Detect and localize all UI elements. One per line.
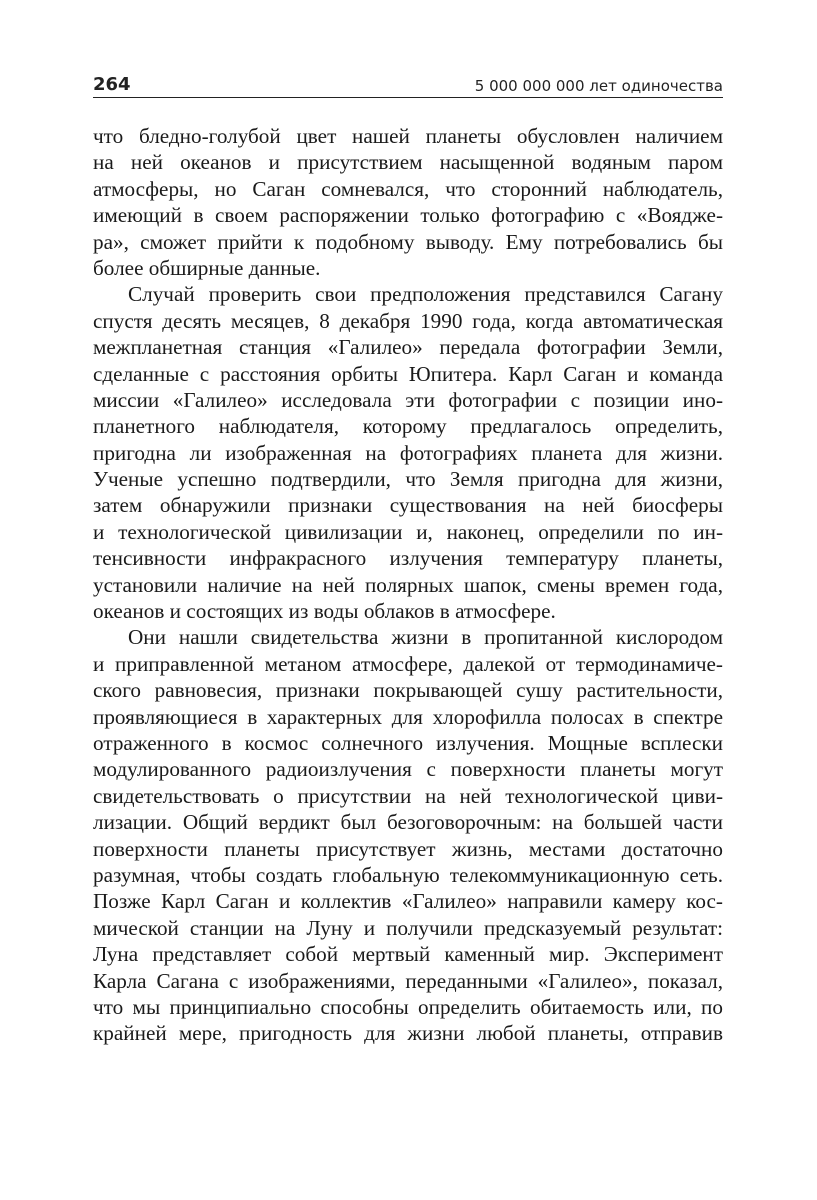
text-line: мической станции на Луну и получили предсказуемый результат: <box>93 915 723 940</box>
text-line: поверхности планеты присутствует жизнь, местами достаточно <box>93 836 723 861</box>
text-line: Карла Сагана с изображениями, переданными «Галилео», показал, <box>93 968 723 993</box>
text-line: тенсивности инфракрасного излучения температуру планеты, <box>93 546 723 571</box>
text-line: Случай проверить свои предположения представился Сагану <box>128 282 723 307</box>
running-title: 5 000 000 000 лет одиночества <box>474 77 723 95</box>
text-line: проявляющиеся в характерных для хлорофилла полосах в спектре <box>93 704 723 729</box>
text-line: свидетельствовать о присутствии на ней технологической циви- <box>93 783 723 808</box>
text-line: разумная, чтобы создать глобальную телекоммуникационную сеть. <box>93 862 723 887</box>
body-text <box>93 123 723 1047</box>
text-line: атмосферы, но Саган сомневался, что сторонний наблюдатель, <box>93 176 723 201</box>
text-line: модулированного радиоизлучения с поверхности планеты могут <box>93 757 723 782</box>
text-line: Луна представляет собой мертвый каменный мир. Эксперимент <box>93 942 723 967</box>
text-line: ра», сможет прийти к подобному выводу. Ему потребовались бы <box>93 229 723 254</box>
text-line: миссии «Галилео» исследовала эти фотографии с позиции ино- <box>93 387 723 412</box>
text-line: установили наличие на ней полярных шапок, смены времен года, <box>93 572 723 597</box>
text-line: имеющий в своем распоряжении только фотографию с «Воядже- <box>93 203 723 228</box>
text-line: пригодна ли изображенная на фотографиях планета для жизни. <box>93 440 723 465</box>
text-line: океанов и состоящих из воды облаков в атмосфере. <box>93 599 556 624</box>
text-line: крайней мере, пригодность для жизни любой планеты, отправив <box>93 1021 723 1046</box>
text-line: планетного наблюдателя, которому предлагалось определить, <box>93 414 723 439</box>
paragraph <box>93 123 723 281</box>
page-number: 264 <box>93 74 131 95</box>
text-line: сделанные с расстояния орбиты Юпитера. Карл Саган и команда <box>93 361 723 386</box>
paragraph <box>93 281 723 624</box>
book-page <box>93 0 723 1200</box>
text-line: лизации. Общий вердикт был безоговорочным: на большей части <box>93 810 723 835</box>
text-line: Они нашли свидетельства жизни в пропитанной кислородом <box>128 625 723 650</box>
text-line: ского равновесия, признаки покрывающей сушу растительности, <box>93 678 723 703</box>
text-line: отраженного в космос солнечного излучения. Мощные всплески <box>93 730 723 755</box>
text-line: более обширные данные. <box>93 255 321 280</box>
text-line: что бледно-голубой цвет нашей планеты обусловлен наличием <box>93 124 723 148</box>
text-line: затем обнаружили признаки существования на ней биосферы <box>93 493 723 518</box>
text-line: и технологической цивилизации и, наконец, определили по ин- <box>93 519 723 544</box>
text-line: межпланетная станция «Галилео» передала фотографии Земли, <box>93 335 723 360</box>
text-line: и приправленной метаном атмосфере, далекой от термодинамиче- <box>93 651 723 676</box>
text-line: Позже Карл Саган и коллектив «Галилео» направили камеру кос- <box>93 889 723 914</box>
text-line: спустя десять месяцев, 8 декабря 1990 года, когда автоматическая <box>93 308 723 333</box>
text-line: Ученые успешно подтвердили, что Земля пригодна для жизни, <box>93 467 723 492</box>
running-head <box>93 73 723 98</box>
text-line: что мы принципиально способны определить обитаемость или, по <box>93 994 723 1019</box>
paragraph <box>93 624 723 1046</box>
text-line: на ней океанов и присутствием насыщенной водяным паром <box>93 150 723 175</box>
